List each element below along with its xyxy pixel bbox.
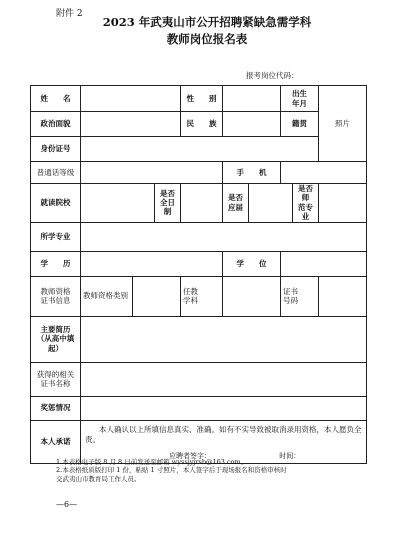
cert-info-label-line1: 教师资格 (40, 286, 71, 296)
form-title-line1: 2023 年武夷山市公开招聘紧缺急需学科 (102, 15, 312, 29)
native-label: 籍贯 (281, 112, 319, 137)
page-number: —6— (56, 500, 78, 509)
certs-label-line2: 证书名称 (40, 379, 71, 388)
fresh-label (223, 184, 249, 223)
note-3: 交武夷山市教育局工作人员。 (56, 474, 141, 483)
certs-field[interactable] (81, 362, 367, 396)
notes (56, 458, 386, 483)
note-2: 2.本表格纸质版打印 1 份，粘贴 1 寸照片，本人签字后于现场报名和资格审核时 (56, 466, 287, 475)
fulltime-label (155, 184, 181, 223)
subject-field[interactable] (223, 276, 281, 316)
major-label: 所学专业 (31, 222, 81, 251)
subject-label-line2: 学科 (183, 296, 199, 305)
cert-type-label: 教师资格类别 (81, 276, 133, 316)
school-field[interactable] (81, 184, 155, 223)
gender-field[interactable] (223, 86, 281, 112)
date-label: 时间： (279, 452, 301, 461)
cert-no-field[interactable] (319, 276, 367, 316)
fresh-field[interactable] (249, 184, 293, 223)
fulltime-field[interactable] (181, 184, 223, 223)
name-label: 姓 名 (31, 86, 81, 112)
awards-label: 奖惩情况 (31, 396, 81, 420)
birth-label-line2: 年月 (292, 98, 308, 108)
pledge-label: 本人承诺 (31, 420, 81, 464)
birth-label (281, 86, 319, 112)
cert-no-label-line1: 证书 (283, 286, 299, 296)
name-field[interactable] (81, 86, 181, 112)
id-label: 身份证号 (31, 137, 81, 162)
resume-field[interactable] (81, 316, 367, 362)
certs-label-line1: 获得的相关 (36, 369, 75, 379)
political-field[interactable] (81, 112, 181, 137)
cert-no-label-line2: 号码 (283, 296, 299, 305)
subject-label (181, 276, 223, 316)
ethnicity-label: 民 族 (181, 112, 223, 137)
phone-label: 手 机 (223, 162, 281, 184)
pledge-text: 本人确认以上所填信息真实、准确。如有不实导致被取消录用资格，本人愿负全责。 (85, 424, 362, 445)
photo-label: 照片 (335, 118, 351, 128)
fulltime-label-line2: 全日制 (160, 198, 176, 217)
attachment-label: 附件 2 (56, 9, 83, 19)
normal-label (293, 184, 319, 223)
cert-type-field[interactable] (133, 276, 181, 316)
signature-label: 应聘者签字： (169, 452, 211, 461)
education-field[interactable] (81, 251, 223, 276)
photo-box[interactable] (319, 86, 367, 162)
ethnicity-field[interactable] (223, 112, 281, 137)
fulltime-label-line1: 是否 (160, 188, 176, 198)
fresh-label-line1: 是否 (228, 193, 244, 203)
cert-no-label (281, 276, 319, 316)
fresh-label-line2: 应届 (228, 202, 244, 212)
normal-field[interactable] (319, 184, 367, 223)
subject-label-line1: 任教 (183, 286, 199, 296)
birth-label-line1: 出生 (292, 89, 308, 99)
pledge-cell (81, 420, 367, 464)
position-code-label: 报考岗位代码： (246, 71, 299, 80)
gender-label: 性 别 (181, 86, 223, 112)
major-field[interactable] (81, 222, 367, 251)
note-1: 1.本表格电子版 8 月 8 日前发送至邮箱 wyssjyjrsb@163.com。 (56, 458, 248, 466)
phone-field[interactable] (281, 162, 367, 184)
mandarin-field[interactable] (81, 162, 223, 184)
form-title-line2: 教师岗位报名表 (166, 32, 248, 46)
degree-field[interactable] (281, 251, 367, 276)
cert-info-label-line2: 证书信息 (40, 296, 71, 305)
normal-label-line2: 范专业 (298, 202, 314, 222)
resume-label-line2: （从高中填 (36, 334, 75, 344)
resume-label-line3: 起） (48, 343, 63, 353)
resume-label-line1: 主要简历 (40, 324, 71, 334)
school-label: 就读院校 (31, 184, 81, 223)
certs-label (31, 362, 81, 396)
registration-form-table (30, 85, 367, 464)
mandarin-label: 普通话等级 (31, 162, 81, 184)
political-label: 政治面貌 (31, 112, 81, 137)
id-field[interactable] (81, 137, 319, 162)
resume-label (31, 316, 81, 362)
awards-field[interactable] (81, 396, 367, 420)
education-label: 学 历 (31, 251, 81, 276)
cert-info-label (31, 276, 81, 316)
degree-label: 学 位 (223, 251, 281, 276)
normal-label-line1: 是否师 (298, 184, 314, 203)
